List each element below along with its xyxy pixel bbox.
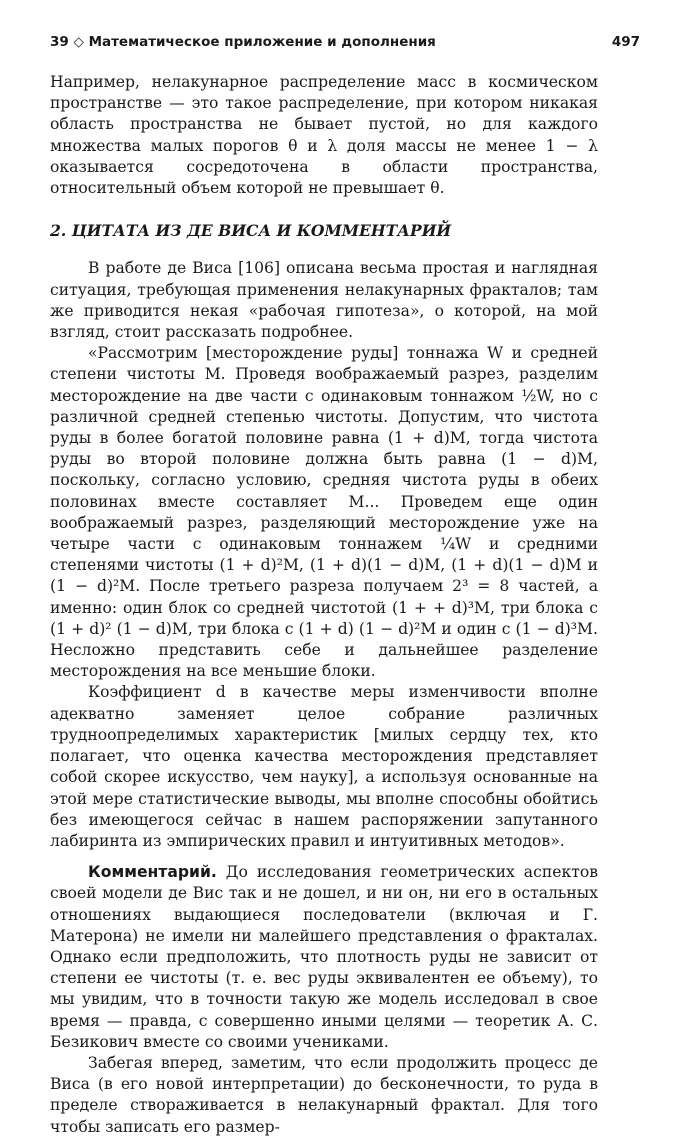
body-text [50,72,598,1138]
comment-label: Комментарий. [88,863,217,882]
paragraph-1: В работе де Виса [106] описана весьма простая и наглядная ситуация, требующая применения нелакунарных фракталов; там же приводится некая «рабочая гипотеза», о которой, на мой взгляд, стоит рассказать подробнее. [50,259,598,342]
comment-text: До исследования геометрических аспектов своей модели де Вис так и не дошел, и ни он, ни его в остальных отношениях выдающиеся последователи (включая и Г. Матерона) не имели ни малейшего представления о фракталах. Однако если предположить, что плотность руды не зависит от степени ее чистоты (т. е. вес руды эквивалентен ее объему), то мы увидим, что в точности такую же модель исследовал в свое время — правда, с совершенно иными целями — теоретик А. С. Безикович вместе со своими учениками. [50,863,598,1051]
comment-paragraph [50,862,598,1053]
page-number: 497 [611,34,640,50]
final-paragraph: Забегая вперед, заметим, что если продолжить процесс де Виса (в его новой интерпретации) до бесконечности, то руда в пределе створаживается в нелакунарный фрактал. Для того чтобы записать его размер- [50,1053,598,1136]
quote-paragraph-2: Коэффициент d в качестве меры изменчивости вполне адекватно заменяет целое собрание различных трудноопределимых характеристик [милых сердцу тех, кто полагает, что оценка качества месторождения представляет собой скорее искусство, чем науку], а используя основанные на этой мере статистические выводы, мы вполне способны обойтись без имеющегося сейчас в нашем распоряжении запутанного лабиринта из эмпирических правил и интуитивных методов». [50,683,598,850]
section-heading: 2. ЦИТАТА ИЗ ДЕ ВИСА И КОММЕНТАРИЙ [50,221,452,241]
running-head [50,34,640,54]
chapter-title: 39 ◇ Математическое приложение и дополнения [50,34,436,50]
intro-paragraph: Например, нелакунарное распределение масс в космическом пространстве — это такое распределение, при котором никакая область пространства не бывает пустой, но для каждого множества малых порогов θ и λ доля массы не менее 1 − λ оказывается сосредоточена в области пространства, относительный объем которой не превышает θ. [50,73,598,198]
quote-paragraph-1: «Рассмотрим [месторождение руды] тоннажа W и средней степени чистоты M. Проведя воображаемый разрез, разделим месторождение на две части с одинаковым тоннажом ½W, но с различной средней степенью чистоты. Допустим, что чистота руды в более богатой половине равна (1 + d)M, тогда чистота руды во второй половине должна быть равна (1 − d)M, поскольку, согласно условию, средняя чистота руды в обеих половинах вместе составляет M... Проведем еще один воображаемый разрез, разделяющий месторождение уже на четыре части с одинаковым тоннажем ¼W и средними степенями чистоты (1 + d)²M, (1 + d)(1 − d)M, (1 + d)(1 − d)M и (1 − d)²M. После третьего разреза получаем 2³ = 8 частей, а именно: один блок со средней чистотой (1 + + d)³M, три блока с (1 + d)² (1 − d)M, три блока с (1 + d) (1 − d)²M и один с (1 − d)³M. Несложно представить себе и дальнейшее разделение месторождения на все меньшие блоки. [50,344,598,681]
